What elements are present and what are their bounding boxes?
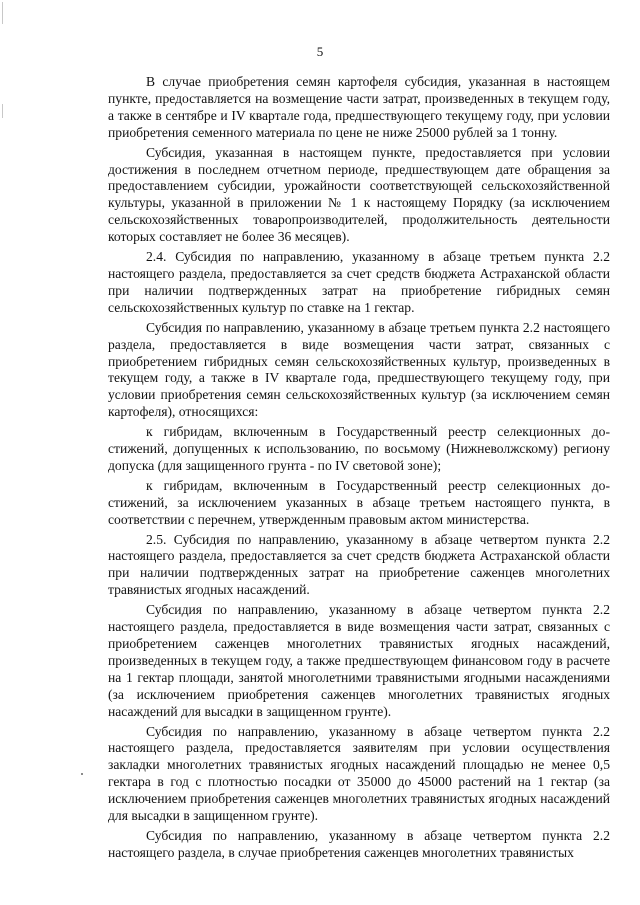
paragraph-seedlings-planting: Субсидия по направлению, указанному в абзаце четвертом пункта 2.2 настоящего раздела, предоставляется заявителям при условии осуществления закладки многолетних травянистых ягодных насаждений площадью не менее 0,5 гектара в год с плотностью посадки от 35000 до 45000 растений на 1 гектар (за исключением приобретения саженцев многолетних травянистых ягодных насаждений для высадки в защищенном грунте).: [108, 723, 610, 824]
paragraph-2-5: 2.5. Субсидия по направлению, указанному в абзаце четвертом пункта 2.2 настоящего раздела, предоставляется за счет средств бюджета Астраханской области при наличии подтвержденных затрат на приобретение саженцев многолетних травянистых ягодных насаждений.: [108, 531, 610, 598]
scan-speck: [81, 773, 83, 775]
document-body: [108, 74, 610, 865]
paragraph-seedlings-costs: Субсидия по направлению, указанному в абзаце четвертом пункта 2.2 настоящего раздела, предоставляется в виде возмещения части затрат, связанных с приобретением саженцев многолетних травянистых ягодных насаждений, произведенных в текущем году, а также предшествующем финансовом году в расчете на 1 гектар площади, занятой многолетними травянистыми ягодными насаждениями (за исключением приобретения саженцев многолетних травянистых ягодных насаждений для высадки в защищенном грунте).: [108, 602, 610, 719]
scan-edge-mark: [2, 104, 3, 118]
scan-edge-mark: [2, 2, 3, 24]
paragraph-2-4: 2.4. Субсидия по направлению, указанному в абзаце третьем пункта 2.2 настоящего раздела, предоставляется за счет средств бюджета Астраханской области при наличии подтвержденных затрат на приобретение гибридных семян сельскохозяйственных культур по ставке на 1 гектар.: [108, 249, 610, 315]
paragraph-hybrids-registry-region: к гибридам, включенным в Государственный реестр селекционных достижений, допущенных к использованию, по восьмому (Нижневолжскому) региону допуска (для защищенного грунта - по IV световой зоне);: [108, 424, 610, 473]
paragraph-potato-seeds: В случае приобретения семян картофеля субсидия, указанная в настоящем пункте, предоставляется на возмещение части затрат, произведенных в текущем году, а также в сентябре и IV квартале года, предшествующего текущему году, при условии приобретения семенного материала по цене не ниже 25000 рублей за 1 тонну.: [108, 74, 610, 140]
paragraph-seedlings-purchase: Субсидия по направлению, указанному в абзаце четвертом пункта 2.2 настоящего раздела, в случае приобретения саженцев многолетних травянистых: [108, 827, 610, 860]
paragraph-hybrid-seeds: Субсидия по направлению, указанному в абзаце третьем пункта 2.2 настоящего раздела, предоставляется в виде возмещения части затрат, связанных с приобретением гибридных семян сельскохозяйственных культур, произведенных в текущем году, а также в IV квартале года, предшествующего текущему году, при условии приобретения семян сельскохозяйственных культур (за исключением семян картофеля), относящихся:: [108, 319, 610, 420]
paragraph-hybrids-registry-list: к гибридам, включенным в Государственный реестр селекционных достижений, за исключением указанных в абзаце третьем настоящего пункта, в соответствии с перечнем, утвержденным правовым актом министерства.: [108, 477, 610, 527]
page-number: 5: [316, 44, 324, 59]
paragraph-yield-condition: Субсидия, указанная в настоящем пункте, предоставляется при условии достижения в последнем отчетном периоде, предшествующем дате обращения за предоставлением субсидии, урожайности соответствующей сельскохозяйственной культуры, указанной в приложении № 1 к настоящему Порядку (за исключением сельскохозяйственных товаропроизводителей, продолжительность деятельности которых составляет не более 36 месяцев).: [108, 144, 610, 245]
